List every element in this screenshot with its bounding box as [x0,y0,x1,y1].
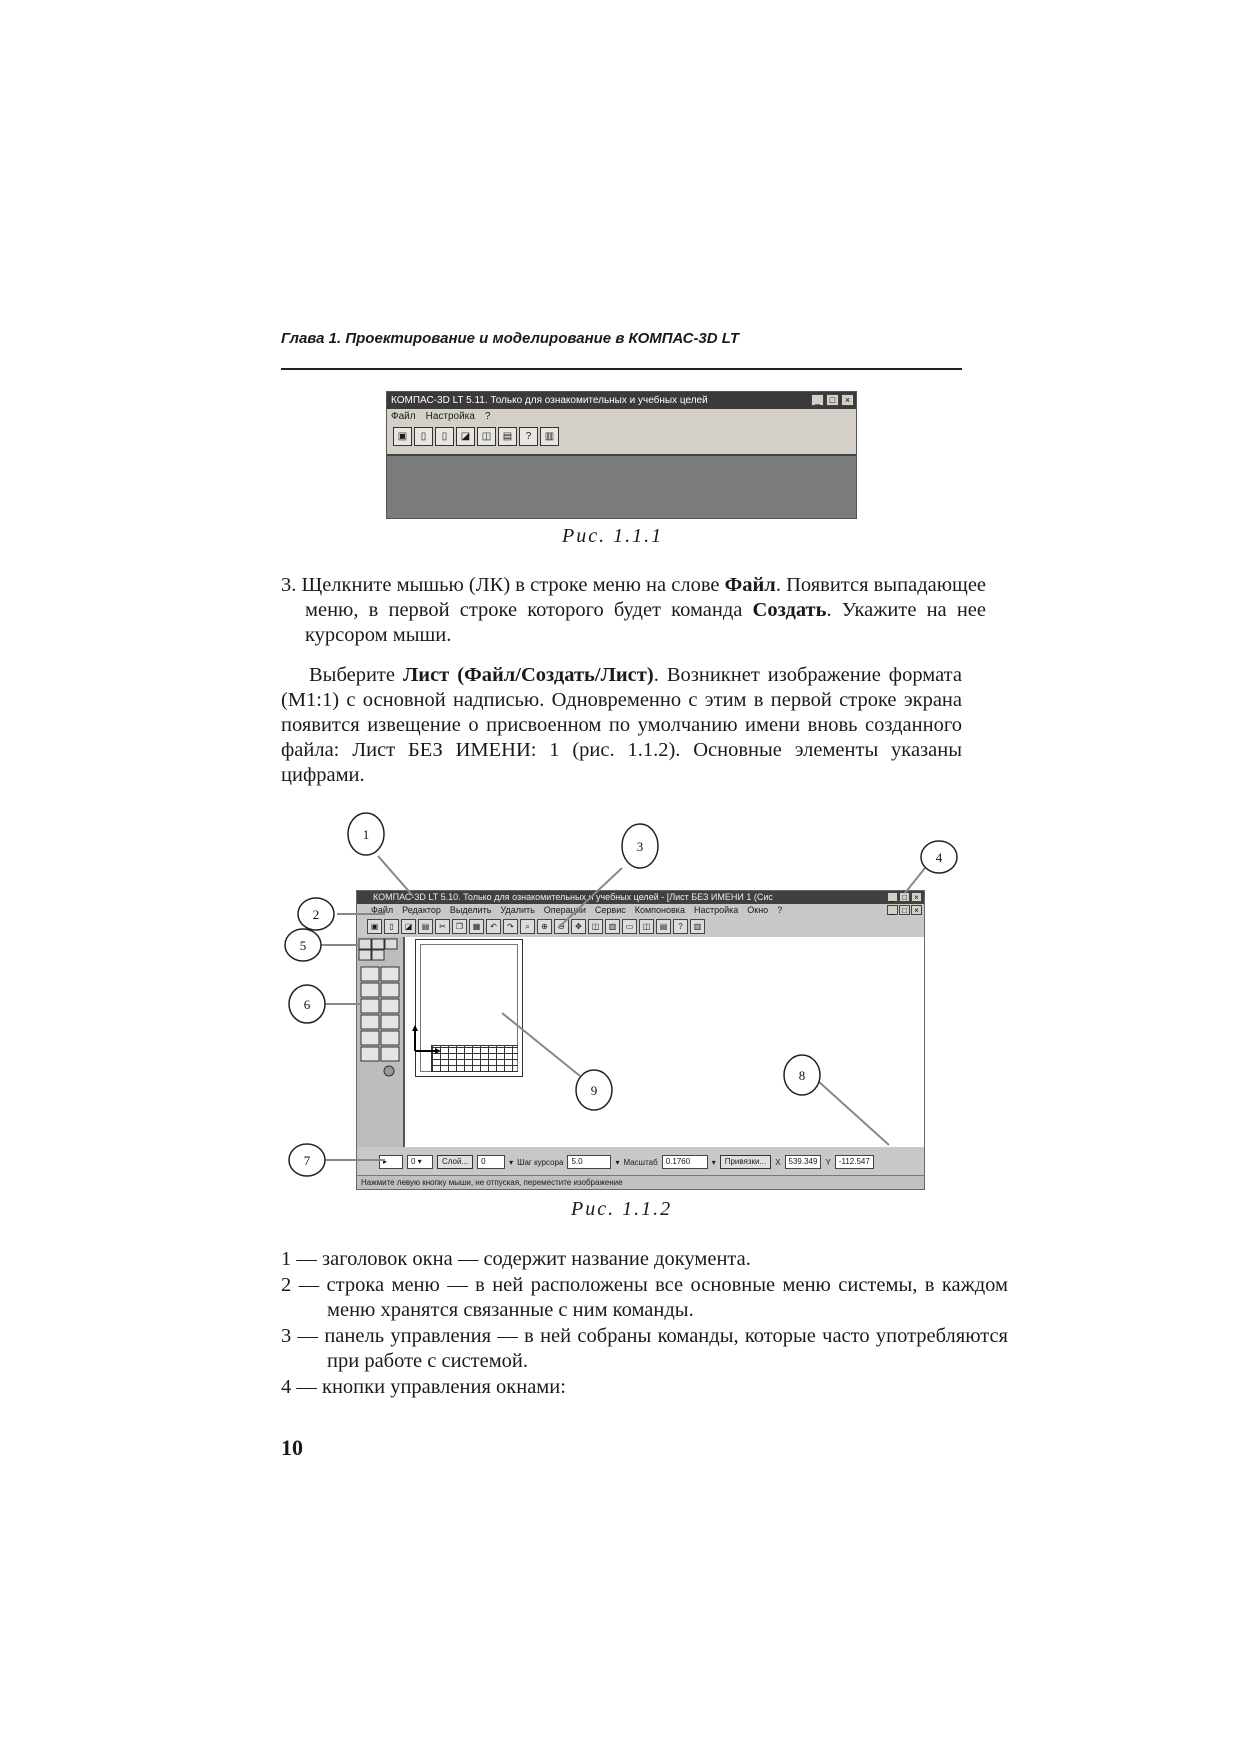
layer-button[interactable]: Слой... [437,1155,473,1169]
step-3-text-3: . Укажите на нее курсором мыши. [305,599,986,646]
cursor-step-input[interactable]: 5.0 [567,1155,611,1169]
chevron-down-icon[interactable]: ▾ [711,1157,716,1167]
zoom-in-icon[interactable]: ⊕ [537,919,552,934]
doc-maximize-button[interactable]: □ [899,905,910,915]
minimize-button-2[interactable]: _ [887,892,898,902]
step-3-bold-create: Создать [752,599,827,621]
doc-close-button[interactable]: × [911,905,922,915]
doc-minimize-button[interactable]: _ [887,905,898,915]
y-label: Y [825,1157,831,1167]
menu-settings[interactable]: Настройка [425,411,475,422]
para2-text-2: . Возникнет изображение формата (М1:1) с основной надписью. Одновременно с этим в первой строке экрана появится извещение о присвоенном по умолчанию имени вновь созданного файла: Лист БЕЗ ИМЕНИ: 1 (рис. 1.1.2). Основные элементы указаны цифрами. [281,664,962,786]
menu-window[interactable]: Окно [747,905,769,915]
new-sheet-icon[interactable]: ▯ [414,427,433,446]
open-icon[interactable]: ◪ [456,427,475,446]
layer-value[interactable]: 0 [477,1155,505,1169]
para2-bold-sheet: Лист [403,664,450,686]
x-coordinate: 539.349 [785,1155,822,1169]
callout-4-leader [905,868,925,893]
redo-icon[interactable]: ↷ [503,919,518,934]
callout-9-leader [502,1013,580,1076]
stop-button[interactable]: ▸ [379,1155,403,1169]
print-icon[interactable]: ▤ [498,427,517,446]
callout-4-label: 4 [935,850,943,865]
copy-icon[interactable]: ❐ [452,919,467,934]
figure-1-1-2-caption: Рис. 1.1.2 [571,1198,673,1220]
menu-help[interactable]: ? [484,411,491,422]
menu-operations[interactable]: Операции [543,905,586,915]
new-fragment-icon[interactable]: ▯ [435,427,454,446]
menu-service[interactable]: Сервис [594,905,626,915]
help-icon[interactable]: ? [673,919,688,934]
callout-7-label: 7 [303,1153,311,1168]
style-select[interactable]: 0 ▾ [407,1155,433,1169]
running-head: Глава 1. Проектирование и моделирование в КОМПАС-3D LT [281,330,739,347]
window-title-2: КОМПАС-3D LT 5.10. Только для ознакомительных и учебных целей - [Лист БЕЗ ИМЕНИ 1 (Сис [373,892,773,902]
callout-8-label: 8 [798,1068,806,1083]
callout-3-leader [558,868,622,928]
help-icon[interactable]: ? [519,427,538,446]
callout-1-leader [378,856,413,896]
pan-icon[interactable]: ✥ [571,919,586,934]
figure-1-1-1-caption: Рис. 1.1.1 [562,525,664,547]
scale-label: Масштаб [623,1157,658,1167]
legend-item-3: 3 — панель управления — в ней собраны команды, которые часто употребляются при работе с системой. [281,1325,1008,1372]
menu-file[interactable]: Файл [391,411,416,422]
step-3-bold-file: Файл [724,574,776,596]
new-sheet-icon[interactable]: ▯ [384,919,399,934]
legend-item-2: 2 — строка меню — в ней расположены все основные меню системы, в каждом меню хранятся связанные с ним команды. [281,1274,1008,1321]
new-document-icon[interactable]: ▣ [367,919,382,934]
menu-settings-2[interactable]: Настройка [693,905,739,915]
chevron-down-icon[interactable]: ▾ [509,1157,514,1167]
snaps-button[interactable]: Привязки... [720,1155,771,1169]
callout-6-label: 6 [303,997,311,1012]
x-label: X [775,1157,781,1167]
menu-help-2[interactable]: ? [777,905,783,915]
zoom-icon[interactable]: ⌕ [520,919,535,934]
print-icon[interactable]: ▤ [656,919,671,934]
scale-input[interactable]: 0.1760 [662,1155,708,1169]
minimize-button[interactable]: _ [811,394,824,406]
para2-text-1: Выберите [309,664,395,686]
step-number: 3. [281,574,297,596]
menu-file-2[interactable]: Файл [371,905,394,915]
preview-icon[interactable]: ◫ [639,919,654,934]
callout-9-label: 9 [590,1083,598,1098]
window-title: КОМПАС-3D LT 5.11. Только для ознакомительных и учебных целей [391,395,708,406]
callout-5-label: 5 [299,938,307,953]
menu-delete[interactable]: Удалить [500,905,535,915]
save-icon[interactable]: ▤ [418,919,433,934]
exit-icon[interactable]: ▥ [690,919,705,934]
legend-item-1: 1 — заголовок окна — содержит название документа. [281,1248,751,1270]
callout-8-leader [818,1081,889,1145]
page-number: 10 [281,1435,303,1460]
open-icon[interactable]: ◪ [401,919,416,934]
callout-2-label: 2 [312,907,320,922]
chevron-down-icon[interactable]: ▾ [615,1157,620,1167]
measure-icon[interactable]: ▭ [622,919,637,934]
properties-icon[interactable]: ▥ [605,919,620,934]
legend-item-4: 4 — кнопки управления окнами: [281,1376,566,1398]
exit-icon[interactable]: ▥ [540,427,559,446]
hint-line: Нажмите левую кнопку мыши, не отпуская, переместите изображение [357,1175,924,1189]
step-3-text-1: Щелкните мышью (ЛК) в строке меню на слове [301,574,720,596]
menu-layout[interactable]: Компоновка [634,905,685,915]
close-button[interactable]: × [841,394,854,406]
preview-icon[interactable]: ◫ [477,427,496,446]
menu-editor[interactable]: Редактор [402,905,441,915]
para2-bold-path: (Файл/Создать/Лист) [457,664,654,686]
new-document-icon[interactable]: ▣ [393,427,412,446]
step-3-text-2: . Появится выпадающее меню, в первой строке которого будет команда [305,574,987,621]
menu-select[interactable]: Выделить [449,905,492,915]
maximize-button-2[interactable]: □ [899,892,910,902]
zoom-out-icon[interactable]: ⊖ [554,919,569,934]
cut-icon[interactable]: ✂ [435,919,450,934]
paste-icon[interactable]: ▦ [469,919,484,934]
close-button-2[interactable]: × [911,892,922,902]
y-coordinate: -112.547 [835,1155,874,1169]
callout-1-label: 1 [362,827,370,842]
callout-3-label: 3 [636,839,644,854]
undo-icon[interactable]: ↶ [486,919,501,934]
fit-icon[interactable]: ◫ [588,919,603,934]
maximize-button[interactable]: □ [826,394,839,406]
cursor-step-label: Шаг курсора [517,1157,564,1167]
